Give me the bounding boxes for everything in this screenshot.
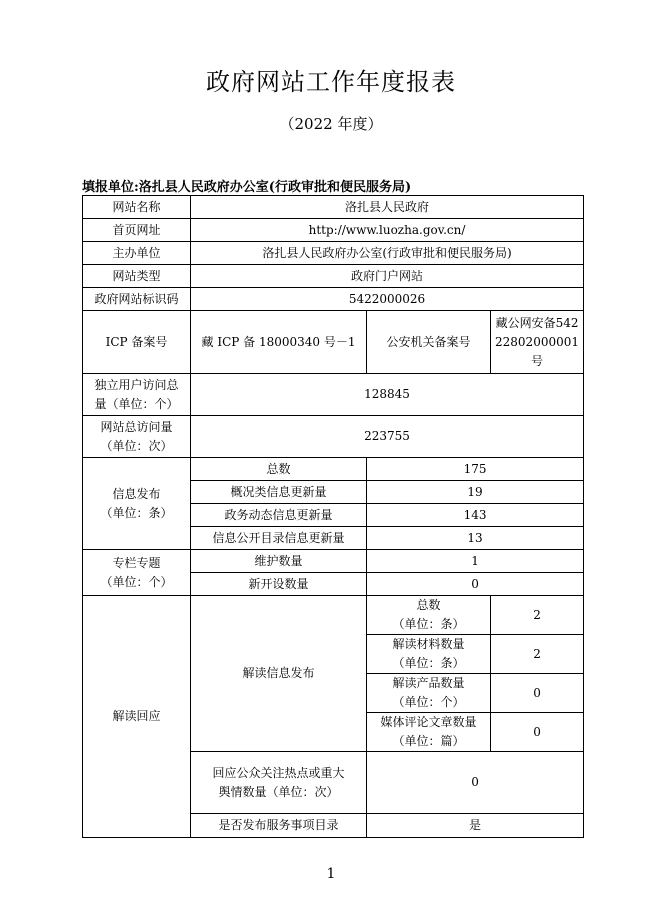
sub-value: 0 — [491, 674, 584, 713]
row-label: 首页网址 — [83, 219, 191, 242]
table-row — [83, 596, 584, 635]
sub-value: 2 — [491, 635, 584, 674]
reporting-unit: 填报单位:洛扎县人民政府办公室(行政审批和便民服务局) — [82, 180, 412, 195]
report-title: 政府网站工作年度报表 — [206, 68, 456, 96]
sub-value: 1 — [367, 550, 584, 573]
row-value: 223755 — [191, 416, 584, 458]
section-unit: （单位：条） — [100, 505, 173, 520]
sub-label — [367, 713, 491, 752]
item-unit: （单位：个） — [392, 695, 465, 709]
item-label: 解读材料数量 — [392, 637, 465, 651]
row-value: 5422000026 — [191, 288, 584, 311]
response-label: 回应公众关注热点或重大舆情数量（单位：次） — [191, 752, 367, 814]
info-release-label — [83, 458, 191, 550]
item-unit: （单位：条） — [392, 656, 465, 670]
sub-value: 175 — [367, 458, 584, 481]
report-table — [82, 195, 584, 838]
sub-label: 概况类信息更新量 — [191, 481, 367, 504]
row-label: 政府网站标识码 — [83, 288, 191, 311]
sub-label: 政务动态信息更新量 — [191, 504, 367, 527]
sub-label — [367, 674, 491, 713]
sub-label: 维护数量 — [191, 550, 367, 573]
service-catalog-label: 是否发布服务事项目录 — [191, 814, 367, 838]
section-unit: （单位：个） — [100, 574, 173, 589]
sub-label — [367, 635, 491, 674]
row-value: 128845 — [191, 374, 584, 416]
table-row — [83, 196, 584, 219]
service-catalog-value: 是 — [367, 814, 584, 838]
row-value: 政府门户网站 — [191, 265, 584, 288]
section-title: 专栏专题 — [112, 555, 161, 570]
item-label: 媒体评论文章数量 — [380, 715, 477, 729]
table-row — [83, 374, 584, 416]
interpretation-label: 解读回应 — [83, 596, 191, 838]
sub-value: 2 — [491, 596, 584, 635]
sub-label — [367, 596, 491, 635]
table-row — [83, 311, 584, 374]
icp-value: 藏 ICP 备 18000340 号－1 — [191, 311, 367, 374]
response-value: 0 — [367, 752, 584, 814]
table-row — [83, 219, 584, 242]
table-row — [83, 265, 584, 288]
row-label: 网站类型 — [83, 265, 191, 288]
sub-value: 143 — [367, 504, 584, 527]
police-label: 公安机关备案号 — [367, 311, 491, 374]
item-unit: （单位：篇） — [392, 734, 465, 748]
table-row — [83, 288, 584, 311]
row-value: 洛扎县人民政府 — [191, 196, 584, 219]
table-row — [83, 550, 584, 573]
row-label: 网站总访问量（单位：次） — [83, 416, 191, 458]
sub-label: 新开设数量 — [191, 573, 367, 596]
table-row — [83, 416, 584, 458]
report-year: （2022 年度） — [279, 115, 383, 133]
row-label: ICP 备案号 — [83, 311, 191, 374]
page-number: 1 — [326, 866, 336, 882]
table-row — [83, 458, 584, 481]
row-value: 洛扎县人民政府办公室(行政审批和便民服务局) — [191, 242, 584, 265]
row-label: 网站名称 — [83, 196, 191, 219]
section-title: 信息发布 — [112, 486, 161, 501]
table-row — [83, 242, 584, 265]
sub-value: 0 — [367, 573, 584, 596]
police-value: 藏公网安备54222802000001 号 — [491, 311, 584, 374]
sub-label: 信息公开目录信息更新量 — [191, 527, 367, 550]
sub-value: 13 — [367, 527, 584, 550]
sub-value: 0 — [491, 713, 584, 752]
row-label: 独立用户访问总量（单位：个） — [83, 374, 191, 416]
sub-value: 19 — [367, 481, 584, 504]
columns-label — [83, 550, 191, 596]
interpretation-release-label: 解读信息发布 — [191, 596, 367, 752]
sub-label: 总数 — [191, 458, 367, 481]
row-label: 主办单位 — [83, 242, 191, 265]
item-label: 总数 — [416, 598, 441, 612]
homepage-url: http://www.luozha.gov.cn/ — [191, 219, 584, 242]
item-label: 解读产品数量 — [392, 676, 465, 690]
item-unit: （单位：条） — [392, 617, 465, 631]
